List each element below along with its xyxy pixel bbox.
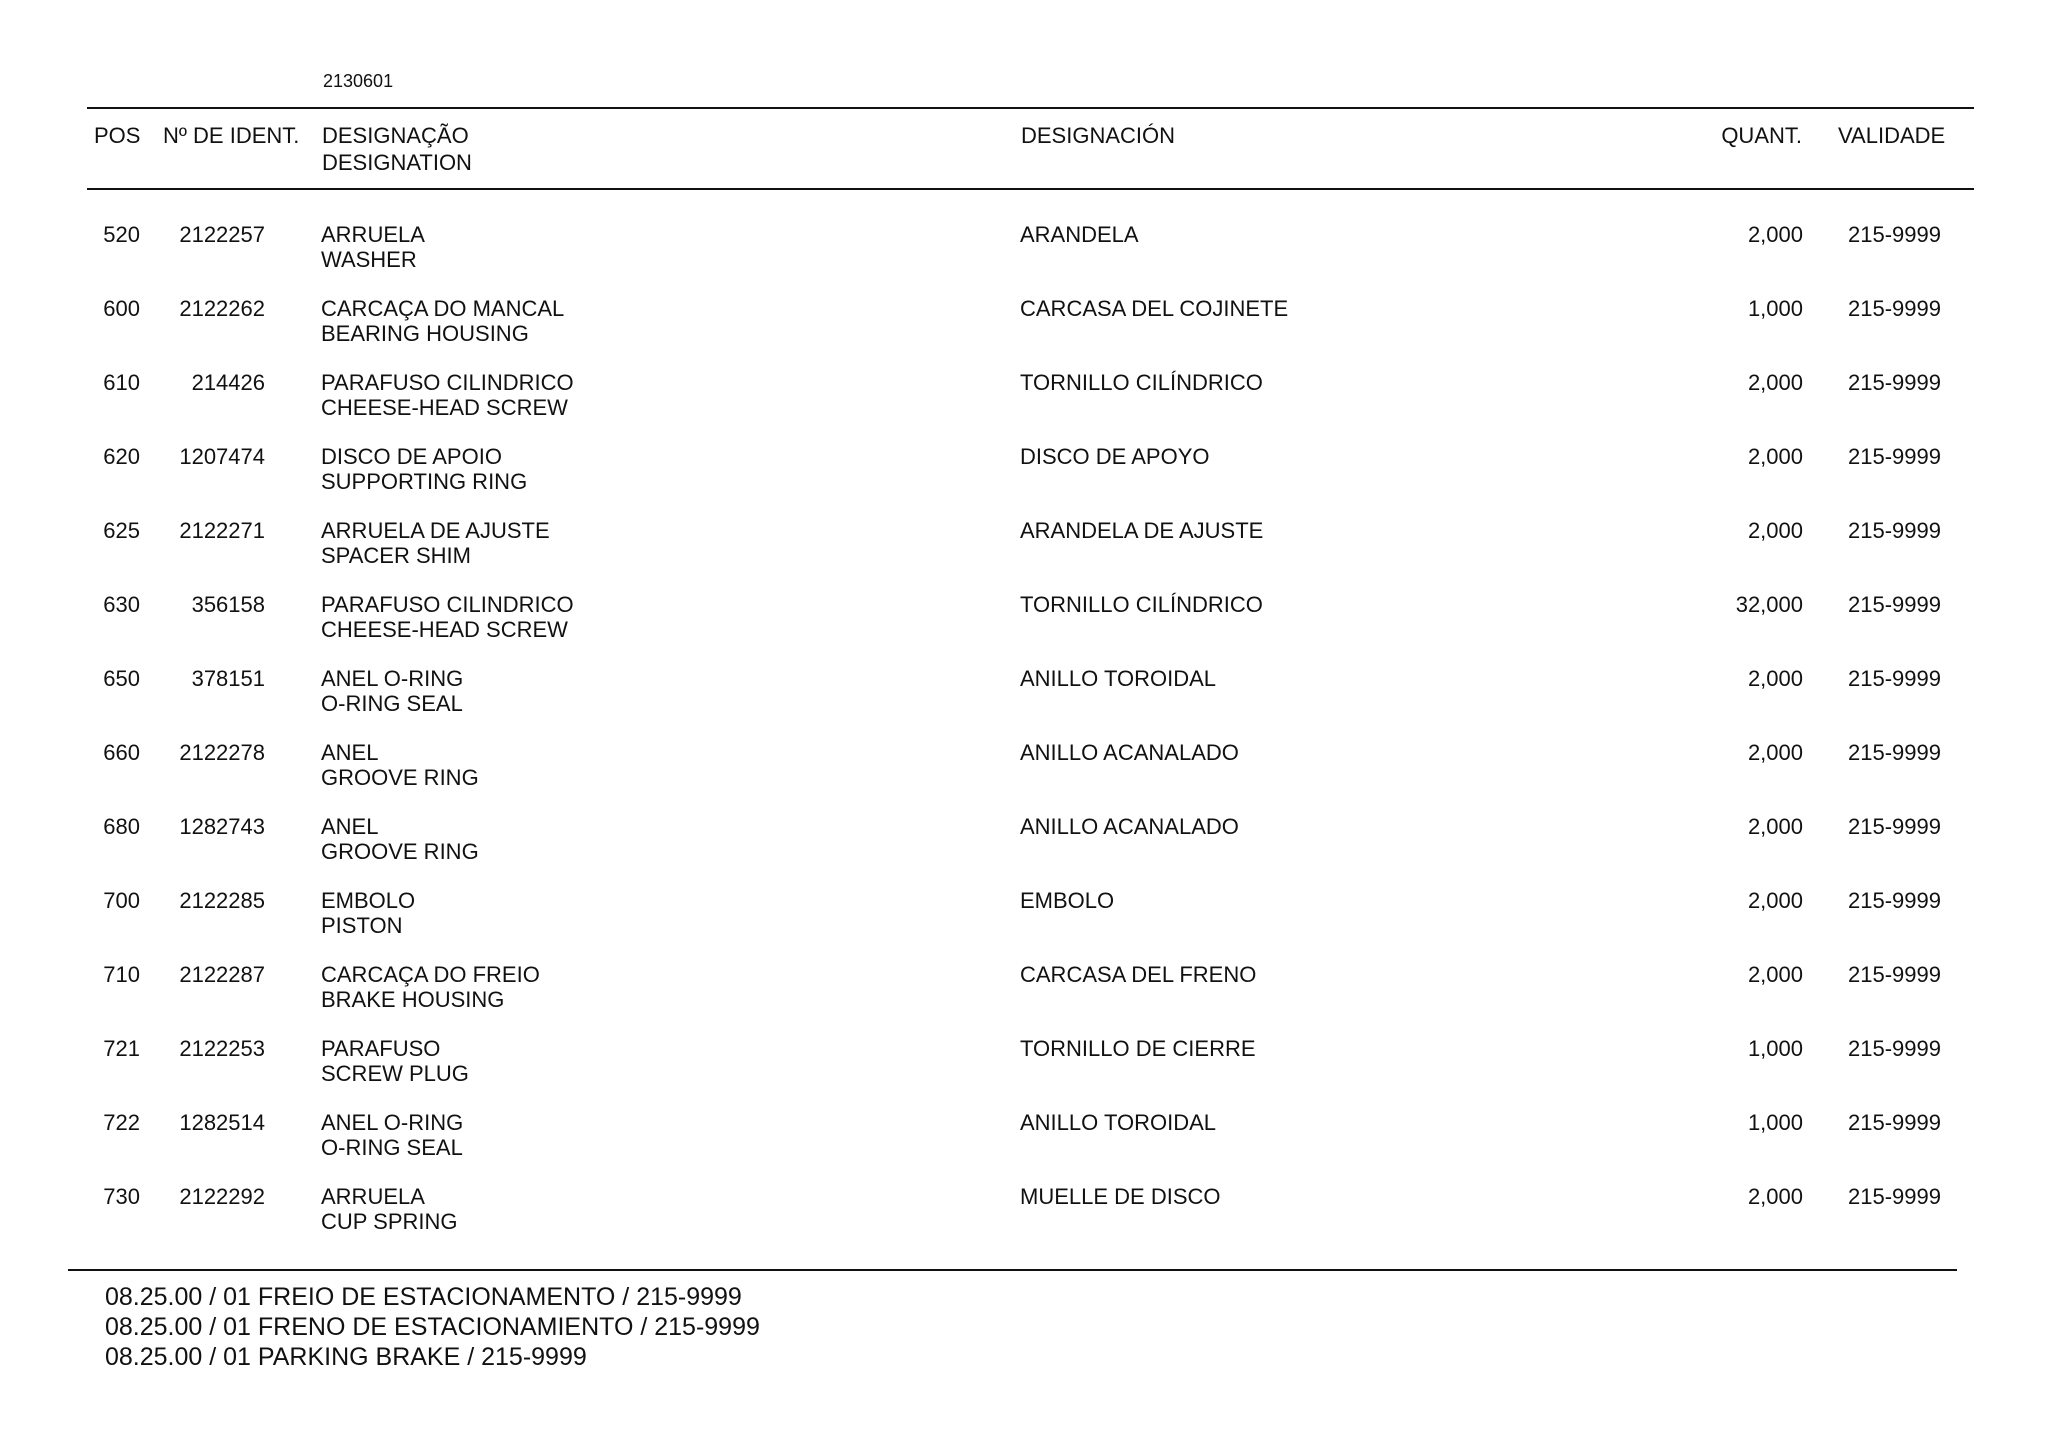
row-designation-es: ANILLO ACANALADO [1020, 814, 1239, 839]
row-designation-es: CARCASA DEL FRENO [1020, 962, 1257, 987]
row-designation [321, 666, 463, 716]
parts-table-body [0, 222, 2048, 1258]
header-validity: VALIDADE [1838, 123, 1946, 148]
row-designation-pt: ARRUELA DE AJUSTE [321, 518, 550, 543]
row-quantity: 1,000 [1747, 1110, 1803, 1135]
row-ident: 2122271 [179, 518, 265, 543]
row-designation-pt: ARRUELA [321, 222, 425, 247]
row-designation-pt: CARCAÇA DO FREIO [321, 962, 540, 987]
row-designation-es: TORNILLO CILÍNDRICO [1020, 370, 1263, 395]
row-designation-pt: ANEL [321, 814, 379, 839]
row-designation-en: CUP SPRING [321, 1209, 458, 1234]
row-designation-en: CHEESE-HEAD SCREW [321, 617, 568, 642]
header-designation [322, 122, 472, 176]
row-designation-es: TORNILLO CILÍNDRICO [1020, 592, 1263, 617]
row-validity: 215-9999 [1848, 1184, 1941, 1209]
row-validity: 215-9999 [1848, 888, 1941, 913]
table-row [0, 962, 2048, 1036]
row-pos: 730 [103, 1184, 140, 1209]
table-row [0, 1036, 2048, 1110]
header-designation-en: DESIGNATION [322, 150, 472, 175]
row-ident: 214426 [191, 370, 265, 395]
table-row [0, 592, 2048, 666]
row-pos: 700 [103, 888, 140, 913]
footer-block [105, 1282, 760, 1372]
row-designation [321, 1110, 463, 1160]
row-designation-es: CARCASA DEL COJINETE [1020, 296, 1289, 321]
table-row [0, 296, 2048, 370]
row-designation-pt: ANEL [321, 740, 379, 765]
row-designation-en: SPACER SHIM [321, 543, 471, 568]
table-row [0, 814, 2048, 888]
header-bottom-rule [87, 188, 1974, 190]
row-quantity: 2,000 [1747, 222, 1803, 247]
row-designation-es: ARANDELA DE AJUSTE [1020, 518, 1264, 543]
row-ident: 2122262 [179, 296, 265, 321]
header-quantity: QUANT. [1721, 123, 1802, 148]
row-ident: 1207474 [179, 444, 265, 469]
row-designation-en: GROOVE RING [321, 765, 479, 790]
row-ident: 356158 [191, 592, 265, 617]
row-designation-pt: ARRUELA [321, 1184, 425, 1209]
row-designation [321, 222, 425, 272]
row-designation [321, 962, 540, 1012]
row-designation [321, 1184, 458, 1234]
row-designation-es: ARANDELA [1020, 222, 1139, 247]
row-designation-en: CHEESE-HEAD SCREW [321, 395, 568, 420]
row-quantity: 2,000 [1747, 962, 1803, 987]
row-designation-es: EMBOLO [1020, 888, 1115, 913]
row-designation-pt: DISCO DE APOIO [321, 444, 502, 469]
row-pos: 721 [103, 1036, 140, 1061]
row-validity: 215-9999 [1848, 666, 1941, 691]
row-ident: 2122278 [179, 740, 265, 765]
row-ident: 2122257 [179, 222, 265, 247]
row-pos: 722 [103, 1110, 140, 1135]
table-row [0, 370, 2048, 444]
row-quantity: 2,000 [1747, 888, 1803, 913]
row-pos: 520 [103, 222, 140, 247]
row-pos: 680 [103, 814, 140, 839]
row-pos: 625 [103, 518, 140, 543]
row-designation-es: ANILLO TOROIDAL [1020, 666, 1217, 691]
row-ident: 2122292 [179, 1184, 265, 1209]
row-designation [321, 592, 574, 642]
row-designation-es: MUELLE DE DISCO [1020, 1184, 1221, 1209]
footer-rule [68, 1269, 1957, 1271]
row-validity: 215-9999 [1848, 222, 1941, 247]
row-validity: 215-9999 [1848, 518, 1941, 543]
row-designation-en: PISTON [321, 913, 403, 938]
row-pos: 630 [103, 592, 140, 617]
row-designation-pt: EMBOLO [321, 888, 416, 913]
header-designacion: DESIGNACIÓN [1021, 123, 1176, 148]
table-row [0, 222, 2048, 296]
row-validity: 215-9999 [1848, 444, 1941, 469]
row-validity: 215-9999 [1848, 296, 1941, 321]
row-pos: 650 [103, 666, 140, 691]
table-row [0, 888, 2048, 962]
footer-line: 08.25.00 / 01 PARKING BRAKE / 215-9999 [105, 1343, 587, 1371]
row-designation [321, 1036, 469, 1086]
row-designation [321, 814, 479, 864]
document-number: 2130601 [323, 71, 394, 91]
row-validity: 215-9999 [1848, 370, 1941, 395]
row-quantity: 1,000 [1747, 1036, 1803, 1061]
footer-line: 08.25.00 / 01 FREIO DE ESTACIONAMENTO / 215-9999 [105, 1283, 742, 1311]
row-designation-en: BEARING HOUSING [321, 321, 529, 346]
row-quantity: 2,000 [1747, 518, 1803, 543]
table-row [0, 666, 2048, 740]
row-ident: 2122287 [179, 962, 265, 987]
row-quantity: 2,000 [1747, 740, 1803, 765]
row-pos: 620 [103, 444, 140, 469]
row-designation-es: ANILLO TOROIDAL [1020, 1110, 1217, 1135]
row-validity: 215-9999 [1848, 962, 1941, 987]
row-ident: 2122253 [179, 1036, 265, 1061]
row-quantity: 2,000 [1747, 666, 1803, 691]
row-designation-es: ANILLO ACANALADO [1020, 740, 1239, 765]
row-validity: 215-9999 [1848, 814, 1941, 839]
row-ident: 1282514 [179, 1110, 265, 1135]
row-designation [321, 740, 479, 790]
row-validity: 215-9999 [1848, 1110, 1941, 1135]
row-designation-pt: PARAFUSO CILINDRICO [321, 370, 574, 395]
row-validity: 215-9999 [1848, 1036, 1941, 1061]
row-quantity: 1,000 [1747, 296, 1803, 321]
header-ident: Nº DE IDENT. [163, 123, 300, 148]
row-quantity: 2,000 [1747, 1184, 1803, 1209]
row-pos: 610 [103, 370, 140, 395]
row-designation [321, 888, 415, 938]
table-row [0, 444, 2048, 518]
row-designation [321, 444, 527, 494]
row-designation-pt: PARAFUSO [321, 1036, 441, 1061]
header-designacao: DESIGNAÇÃO [322, 123, 469, 148]
row-designation [321, 296, 564, 346]
row-ident: 2122285 [179, 888, 265, 913]
row-designation-es: TORNILLO DE CIERRE [1020, 1036, 1256, 1061]
row-designation-en: GROOVE RING [321, 839, 479, 864]
row-designation [321, 370, 574, 420]
row-designation-en: O-RING SEAL [321, 691, 463, 716]
row-pos: 600 [103, 296, 140, 321]
row-quantity: 32,000 [1735, 592, 1803, 617]
row-designation-en: O-RING SEAL [321, 1135, 463, 1160]
footer-line: 08.25.00 / 01 FRENO DE ESTACIONAMIENTO / 215-9999 [105, 1313, 760, 1341]
row-validity: 215-9999 [1848, 740, 1941, 765]
row-designation-en: BRAKE HOUSING [321, 987, 505, 1012]
table-row [0, 1184, 2048, 1258]
table-row [0, 518, 2048, 592]
row-designation-pt: PARAFUSO CILINDRICO [321, 592, 574, 617]
row-designation-pt: ANEL O-RING [321, 1110, 464, 1135]
row-designation-en: SUPPORTING RING [321, 469, 528, 494]
row-pos: 710 [103, 962, 140, 987]
table-row [0, 1110, 2048, 1184]
row-validity: 215-9999 [1848, 592, 1941, 617]
row-pos: 660 [103, 740, 140, 765]
row-designation-pt: ANEL O-RING [321, 666, 464, 691]
row-designation-pt: CARCAÇA DO MANCAL [321, 296, 565, 321]
row-quantity: 2,000 [1747, 370, 1803, 395]
row-designation-en: WASHER [321, 247, 417, 272]
table-row [0, 740, 2048, 814]
row-quantity: 2,000 [1747, 814, 1803, 839]
header-pos: POS [94, 123, 141, 148]
row-ident: 1282743 [179, 814, 265, 839]
row-ident: 378151 [191, 666, 265, 691]
header-top-rule [87, 107, 1974, 109]
row-designation-es: DISCO DE APOYO [1020, 444, 1210, 469]
row-quantity: 2,000 [1747, 444, 1803, 469]
row-designation [321, 518, 550, 568]
row-designation-en: SCREW PLUG [321, 1061, 469, 1086]
